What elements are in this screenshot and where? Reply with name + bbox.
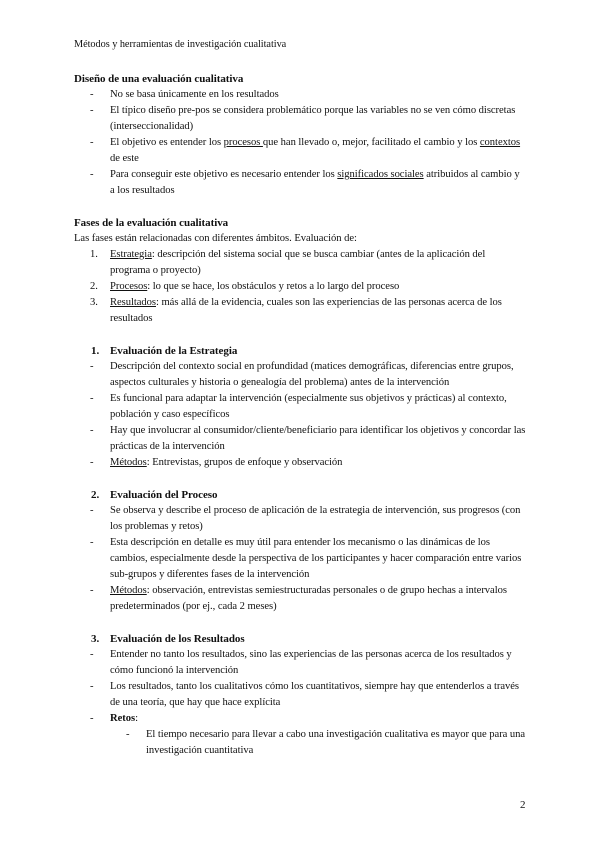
subsection-title-estrategia: 1. Evaluación de la Estrategia [91,345,238,357]
subsection-title-proceso: 2. Evaluación del Proceso [91,489,218,501]
list-item: - Métodos: Entrevistas, grupos de enfoque y observación [74,455,526,471]
page-content [74,71,526,759]
fases-list [74,247,526,327]
list-item: - Hay que involucrar al consumidor/cliente/beneficiario para identificar los objetivos y concordar las prácticas de la intervención [74,423,526,455]
list-item: - Entender no tanto los resultados, sino las experiencias de las personas acerca de los resultados y cómo funcionó la intervención [74,647,526,679]
list-item: - Esta descripción en detalle es muy útil para entender los mecanismo o las dinámicas de los cambios, especialmente desde la perspectiva de los participantes y hacer comparación entre varios sub-grupos y diferentes fases de la intervención [74,535,526,583]
underlined-term: Procesos [110,281,148,292]
list-item: - Los resultados, tanto los cualitativos cómo los cuantitativos, siempre hay que entenderlos a través de una teoría, que hay que hace explícita [74,679,526,711]
underlined-term: Estrategia [110,249,152,260]
underlined-term: Métodos [110,457,147,468]
list-item: 1. Estrategia: descripción del sistema social que se busca cambiar (antes de la aplicación del programa o proyecto) [90,249,486,276]
list-item: - No se basa únicamente en los resultados [74,87,526,103]
list-item: - El típico diseño pre-pos se considera problemático porque las variables no se ven cómo discretas (interseccionalidad) [74,103,526,135]
list-item: - El objetivo es entender los procesos que han llevado o, mejor, facilitado el cambio y los contextos de este [74,135,526,167]
proceso-list [74,503,526,615]
estrategia-list [74,359,526,471]
section-title-diseno: Diseño de una evaluación cualitativa [74,73,244,85]
list-item: 3. Resultados: más allá de la evidencia, cuales son las experiencias de las personas acerca de los resultados [90,297,502,324]
subsection-title-resultados: 3. Evaluación de los Resultados [91,633,245,645]
underlined-term: contextos [479,137,521,148]
list-item: - Es funcional para adaptar la intervención (especialmente sus objetivos y prácticas) al contexto, población y caso específicos [74,391,526,423]
list-item: 2. Procesos: lo que se hace, los obstáculos y retos a lo largo del proceso [90,281,400,292]
section-title-fases: Fases de la evaluación cualitativa [74,217,229,229]
running-header: Métodos y herramientas de investigación cualitativa [74,39,287,50]
list-item: - Descripción del contexto social en profundidad (matices demográficas, diferencias entre grupos, aspectos culturales y historia o genealogía del problema) antes de la intervención [74,359,526,391]
underlined-term: procesos [223,137,263,148]
underlined-term: Métodos [110,585,147,596]
diseno-list [74,87,526,199]
resultados-list [74,647,526,727]
list-item: - Métodos: observación, entrevistas semiestructuradas personales o de grupo hechas a intervalos predeterminados (por ej., cada 2 meses) [74,583,526,615]
retos-label: Retos [110,713,136,724]
fases-intro: Las fases están relacionadas con diferentes ámbitos. Evaluación de: [74,233,357,244]
page-number: 2 [520,799,526,811]
list-item: - Retos: [74,711,526,727]
list-item: - Se observa y describe el proceso de aplicación de la estrategia de intervención, sus progresos (con los problemas y retos) [74,503,526,535]
retos-list [74,727,526,759]
list-item: - Para conseguir este objetivo es necesario entender los significados sociales atribuidos al cambio y a los resultados [74,167,526,199]
underlined-term: significados sociales [337,169,424,180]
underlined-term: Resultados [110,297,156,308]
list-item: - El tiempo necesario para llevar a cabo una investigación cualitativa es mayor que para una investigación cuantitativa [74,727,526,759]
